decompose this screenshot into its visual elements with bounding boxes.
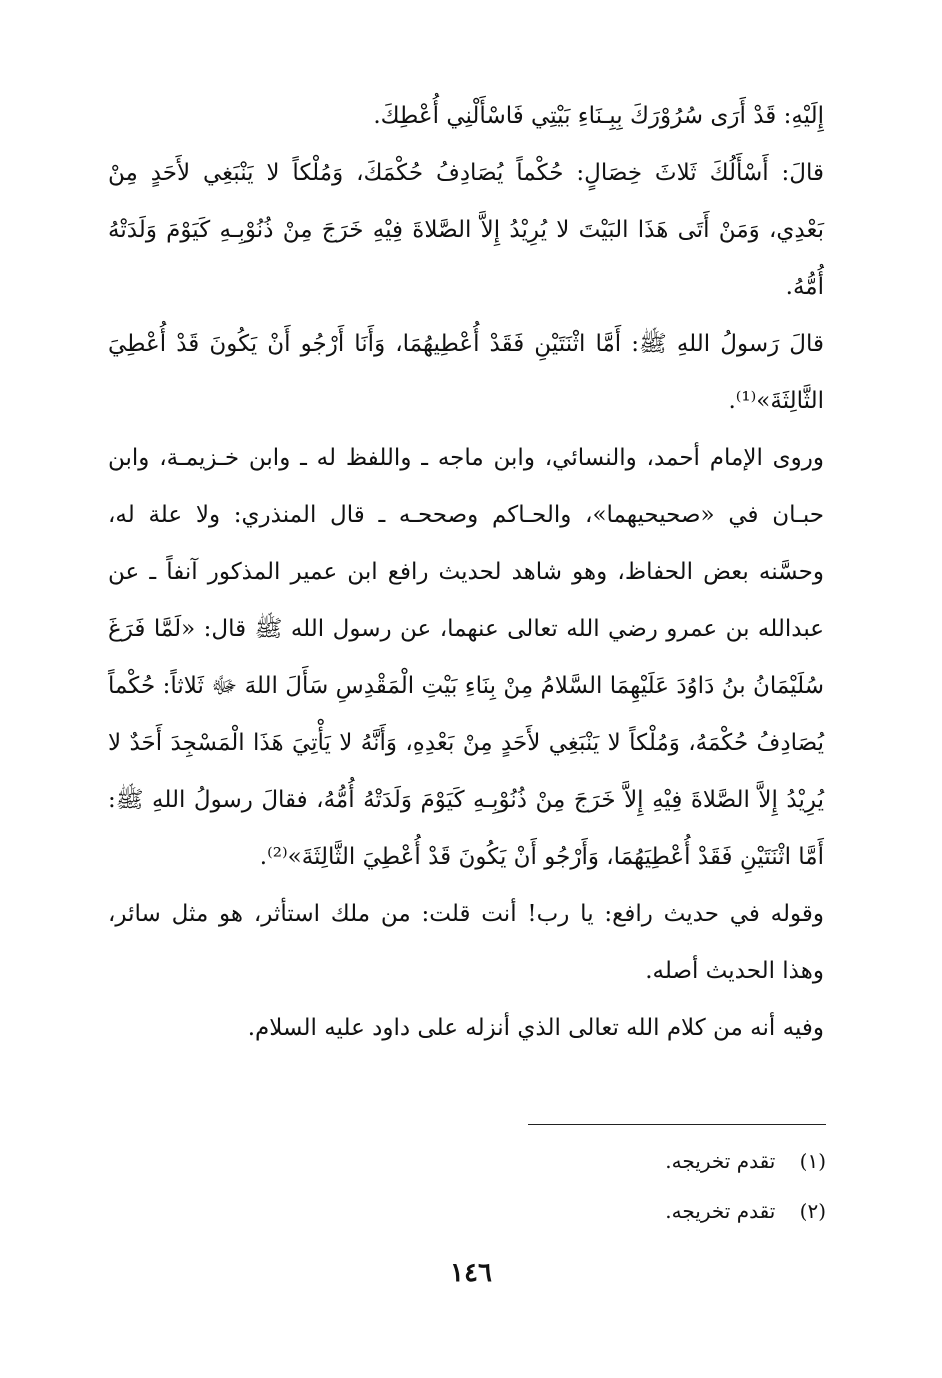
footnote-number: (٢) xyxy=(799,1199,826,1223)
paragraph-solomon-request: قالَ: أَسْأَلُكَ ثَلاثَ خِصَالٍ: حُكْماً يُصَادِفُ حُكْمَكَ، وَمُلْكاً لا يَنْبَغِي لأَحَدٍ مِنْ بَعْدِي، وَمَنْ أَتَى هَذَا البَيْتَ لا يُرِيْدُ إِلاَّ الصَّلاةَ فِيْهِ خَرَجَ مِنْ ذُنُوْبِـهِ كَيَوْمَ وَلَدَتْهُ أُمُّهُ. xyxy=(108,160,824,300)
footnotes xyxy=(528,1136,826,1236)
paragraph-rafi-commentary: وقوله في حديث رافع: يا رب! أنت قلت: من ملك استأثر، هو مثل سائر، وهذا الحديث أصله. xyxy=(108,901,824,984)
paragraph-continuation: إِلَيْهِ: قَدْ أَرَى سُرُوْرَكَ بِبِـنَاءِ بَيْتِي فَاسْأَلْنِي أُعْطِكَ. xyxy=(373,103,824,129)
page-number: ١٤٦ xyxy=(450,1258,492,1288)
footnote-divider xyxy=(528,1124,826,1125)
paragraph-narration: وروى الإمام أحمد، والنسائي، وابن ماجه ـ واللفظ له ـ وابن خـزيمـة، وابن حبـان في «صحيحيهما»، والحـاكم وصححـه ـ قال المنذري: ولا علة له، وحسَّنه بعض الحفاظ، وهو شاهد لحديث رافع ابن عمير المذكور آنفاً ـ عن عبدالله بن عمرو رضي الله تعالى عنهما، عن رسول الله ﷺ قال: «لَمَّا فَرَغَ سُلَيْمَانُ بنُ دَاوُدَ عَلَيْهِمَا السَّلامُ مِنْ بِنَاءِ بَيْتِ الْمَقْدِسِ سَأَلَ اللهَ ﷻ ثَلاثاً: حُكْماً يُصَادِفُ حُكْمَهُ، وَمُلْكاً لا يَنْبَغِي لأَحَدٍ مِنْ بَعْدِهِ، وَأَنَّهُ لا يَأْتِيَ هَذَا الْمَسْجِدَ أَحَدٌ لا يُرِيْدُ إِلاَّ الصَّلاةَ فِيْهِ إِلاَّ خَرَجَ مِنْ ذُنُوْبِـهِ كَيَوْمَ وَلَدَتْهُ أُمُّهُ، فقالَ رسولُ اللهِ ﷺ: أَمَّا اثْنَتَيْنِ فَقَدْ أُعْطِيَهُمَا، وَأَرْجُو أَنْ يَكُونَ قَدْ أُعْطِيَ الثَّالِثَةَ»⁽²⁾. xyxy=(108,445,824,870)
page-body xyxy=(108,88,824,1057)
footnote-1 xyxy=(528,1136,826,1186)
paragraph-prophet-reply: قالَ رَسولُ اللهِ ﷺ: أَمَّا اثْنَتَيْنِ فَقَدْ أُعْطِيهُمَا، وَأَنَا أَرْجُو أَنْ يَكُونَ قَدْ أُعْطِيَ الثَّالِثَةَ»⁽¹⁾. xyxy=(108,331,824,414)
footnote-text: تقدم تخريجه. xyxy=(665,1149,776,1173)
footnote-2 xyxy=(528,1186,826,1236)
footnote-number: (١) xyxy=(799,1149,826,1173)
footnote-text: تقدم تخريجه. xyxy=(665,1199,776,1223)
paragraph-conclusion: وفيه أنه من كلام الله تعالى الذي أنزله على داود عليه السلام. xyxy=(247,1015,824,1041)
